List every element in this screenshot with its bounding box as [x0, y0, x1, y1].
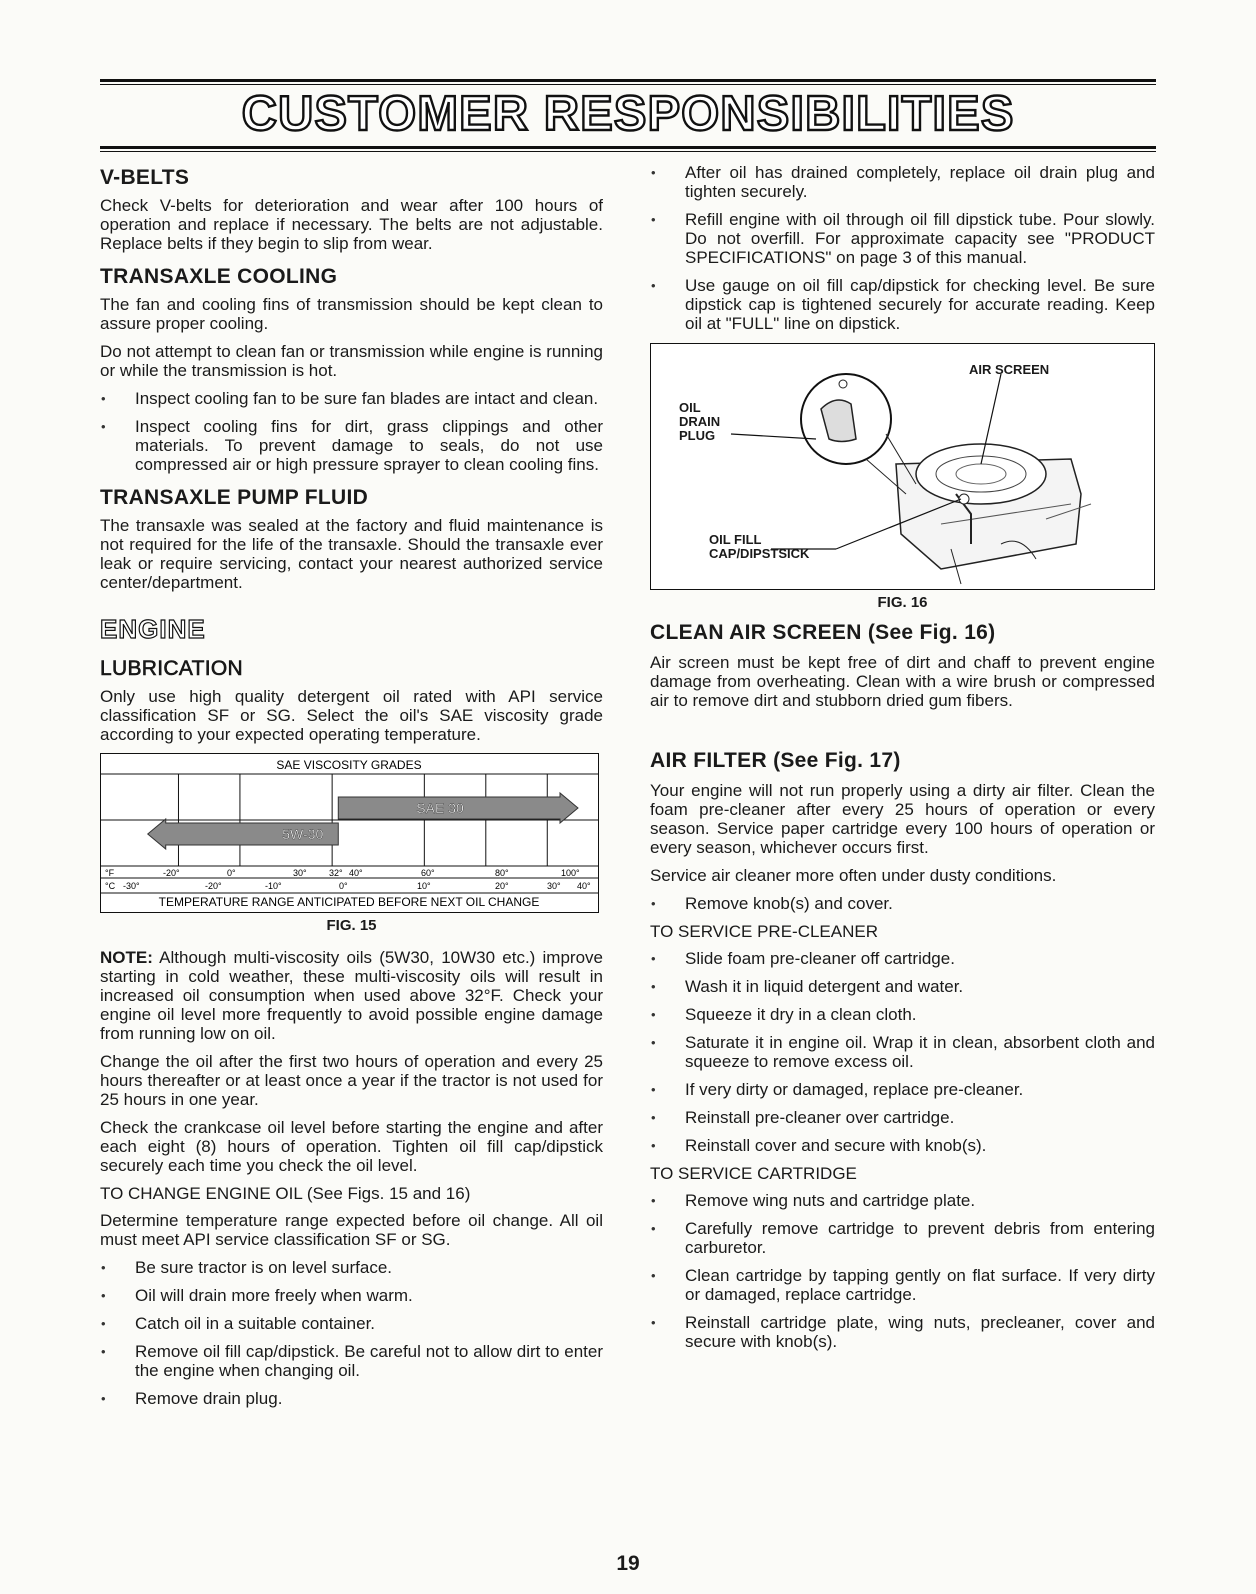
- list-item: • Reinstall cover and secure with knob(s).: [650, 1136, 1155, 1155]
- chart-c-tick-label: °C: [105, 881, 116, 891]
- transaxle-cooling-p1: The fan and cooling fins of transmission should be kept clean to assure proper cooling.: [100, 295, 603, 333]
- to-change-heading: TO CHANGE ENGINE OIL (See Figs. 15 and 16): [100, 1184, 471, 1203]
- vbelts-heading: V-BELTS: [100, 166, 190, 189]
- list-item: • Catch oil in a suitable container.: [100, 1314, 603, 1333]
- chart-f-tick-label: 80°: [495, 868, 509, 878]
- page-number: 19: [616, 1552, 640, 1575]
- fig15-caption: FIG. 15: [326, 917, 377, 934]
- fig16-label-oil: OIL: [679, 400, 701, 415]
- list-item: • If very dirty or damaged, replace pre-cleaner.: [650, 1080, 1155, 1099]
- determine-paragraph: Determine temperature range expected before oil change. All oil must meet API service classification SF or SG.: [100, 1211, 603, 1249]
- pre-cleaner-bullets: [650, 949, 1155, 1155]
- transaxle-cooling-p2: Do not attempt to clean fan or transmission while engine is running or while the transmission is hot.: [100, 342, 603, 380]
- chart-f-tick-label: 100°: [561, 868, 580, 878]
- chart-f-tick-label: 40°: [349, 868, 363, 878]
- list-item: • Clean cartridge by tapping gently on flat surface. If very dirty or damaged, replace cartridge.: [650, 1266, 1155, 1304]
- vbelts-text: Check V-belts for deterioration and wear after 100 hours of operation and replace if necessary. The belts are not adjustable. Replace belts if they begin to slip from wear.: [100, 196, 603, 253]
- chart-bar-1: [338, 793, 578, 823]
- list-item: • Inspect cooling fan to be sure fan blades are intact and clean.: [100, 389, 603, 408]
- chart-bar-label: 5W-30: [282, 826, 324, 842]
- chart-c-tick-label: 20°: [495, 881, 509, 891]
- chart-c-tick-label: -10°: [265, 881, 282, 891]
- chart-f-tick-label: °F: [105, 868, 115, 878]
- air-filter-p2: Service air cleaner more often under dusty conditions.: [650, 866, 1057, 885]
- page-title: CUSTOMER RESPONSIBILITIES: [241, 87, 1015, 141]
- chart-footer: TEMPERATURE RANGE ANTICIPATED BEFORE NEXT OIL CHANGE: [158, 895, 540, 909]
- right-column: [650, 163, 1155, 1360]
- change-oil-bullets: [100, 1258, 603, 1408]
- list-item: • Refill engine with oil through oil fill dipstick tube. Pour slowly. Do not overfill. For approximate capacity see "PRODUCT SPECIFICATIONS" on page 3 of this manual.: [650, 210, 1155, 267]
- note-paragraph: [100, 948, 603, 1043]
- left-column: [100, 158, 603, 1417]
- chart-f-tick-label: 30°: [293, 868, 307, 878]
- viscosity-chart: [100, 753, 599, 913]
- pump-fluid-text: The transaxle was sealed at the factory and fluid maintenance is not required for the life of the transaxle. Should the transaxle ever leak or require servicing, contact your nearest authorized service center/department.: [100, 516, 603, 592]
- list-item: • Slide foam pre-cleaner off cartridge.: [650, 949, 1155, 968]
- chart-c-tick-label: 0°: [339, 881, 348, 891]
- chart-c-tick-label: 30°: [547, 881, 561, 891]
- engine-heading: ENGINE: [100, 614, 206, 644]
- title-underline: [100, 146, 1156, 149]
- engine-figure: [650, 343, 1155, 590]
- top-rule: [100, 79, 1156, 82]
- lubrication-heading: LUBRICATION: [100, 657, 243, 680]
- list-item: • Saturate it in engine oil. Wrap it in clean, absorbent cloth and squeeze to remove excess oil.: [650, 1033, 1155, 1071]
- list-item: • Be sure tractor is on level surface.: [100, 1258, 603, 1277]
- list-item: • Remove knob(s) and cover.: [650, 894, 1155, 913]
- top-rule-thin: [100, 84, 1156, 85]
- list-item: • Oil will drain more freely when warm.: [100, 1286, 603, 1305]
- list-item: • Remove oil fill cap/dipstick. Be careful not to allow dirt to enter the engine when changing oil.: [100, 1342, 603, 1380]
- fig16-label-drain: DRAIN: [679, 414, 721, 429]
- fig16-caption: FIG. 16: [877, 594, 928, 611]
- list-item: • Carefully remove cartridge to prevent debris from entering carburetor.: [650, 1219, 1155, 1257]
- chart-bar-0: [148, 819, 339, 849]
- fig16-label-dipstick: CAP/DIPSTSICK: [709, 546, 810, 561]
- air-filter-heading: AIR FILTER (See Fig. 17): [650, 749, 901, 772]
- chart-f-tick-label: 32°: [329, 868, 343, 878]
- cartridge-heading: TO SERVICE CARTRIDGE: [650, 1164, 857, 1183]
- list-item: • Squeeze it dry in a clean cloth.: [650, 1005, 1155, 1024]
- cooling-bullets: [100, 389, 603, 474]
- change-oil-paragraph: Change the oil after the first two hours of operation and every 25 hours thereafter or at least once a year if the tractor is not used for 25 hours in one year.: [100, 1052, 603, 1109]
- fig16-label-air-screen: AIR SCREEN: [969, 362, 1050, 377]
- list-item: • Reinstall pre-cleaner over cartridge.: [650, 1108, 1155, 1127]
- drain-bullets: [650, 163, 1155, 333]
- list-item: • Remove wing nuts and cartridge plate.: [650, 1191, 1155, 1210]
- lubrication-text: Only use high quality detergent oil rated with API service classification SF or SG. Select the oil's SAE viscosity grade according to your expected operating temperature.: [100, 687, 603, 744]
- title-underline-thin: [100, 151, 1156, 152]
- pre-cleaner-heading: TO SERVICE PRE-CLEANER: [650, 922, 878, 941]
- chart-f-tick-label: -20°: [163, 868, 180, 878]
- pump-fluid-heading: TRANSAXLE PUMP FLUID: [100, 486, 369, 509]
- chart-f-tick-label: 60°: [421, 868, 435, 878]
- list-item: • Remove drain plug.: [100, 1389, 603, 1408]
- cartridge-bullets: [650, 1191, 1155, 1351]
- fig16-label-plug: PLUG: [679, 428, 716, 443]
- list-item: • Inspect cooling fins for dirt, grass clippings and other materials. To prevent damage to seals, do not use compressed air or high pressure sprayer to clean cooling fins.: [100, 417, 603, 474]
- chart-c-tick-label: 40°: [577, 881, 591, 891]
- air-filter-p1: Your engine will not run properly using a dirty air filter. Clean the foam pre-cleaner after every 25 hours of operation or every season. Service paper cartridge every 100 hours of operation or every season, whichever occurs first.: [650, 781, 1155, 857]
- note-text: Although multi-viscosity oils (5W30, 10W30 etc.) improve starting in cold weather, these multi-viscosity oils will result in increased oil consumption when used above 32°F. Check your engine oil level more frequently to avoid possible engine damage from running low on oil.: [100, 948, 603, 1043]
- air-screen-heading: CLEAN AIR SCREEN (See Fig. 16): [650, 621, 996, 644]
- knob-bullet-list: [650, 894, 1155, 913]
- chart-c-tick-label: -20°: [205, 881, 222, 891]
- chart-c-tick-label: 10°: [417, 881, 431, 891]
- chart-title: SAE VISCOSITY GRADES: [276, 758, 422, 772]
- chart-f-tick-label: 0°: [227, 868, 236, 878]
- list-item: • Wash it in liquid detergent and water.: [650, 977, 1155, 996]
- check-oil-paragraph: Check the crankcase oil level before starting the engine and after each eight (8) hours of operation. Tighten oil fill cap/dipstick securely each time you check the oil level.: [100, 1118, 603, 1175]
- note-label: NOTE:: [100, 948, 153, 967]
- list-item: • Use gauge on oil fill cap/dipstick for checking level. Be sure dipstick cap is tightened securely for accurate reading. Keep oil at "FULL" line on dipstick.: [650, 276, 1155, 333]
- air-screen-text: Air screen must be kept free of dirt and chaff to prevent engine damage from overheating. Clean with a wire brush or compressed air to remove dirt and stubborn dried gum fibers.: [650, 653, 1155, 710]
- chart-c-tick-label: -30°: [123, 881, 140, 891]
- transaxle-cooling-heading: TRANSAXLE COOLING: [100, 265, 338, 288]
- fig16-label-oil-fill: OIL FILL: [709, 532, 762, 547]
- list-item: • After oil has drained completely, replace oil drain plug and tighten securely.: [650, 163, 1155, 201]
- list-item: • Reinstall cartridge plate, wing nuts, precleaner, cover and secure with knob(s).: [650, 1313, 1155, 1351]
- chart-bar-label: SAE 30: [416, 800, 464, 816]
